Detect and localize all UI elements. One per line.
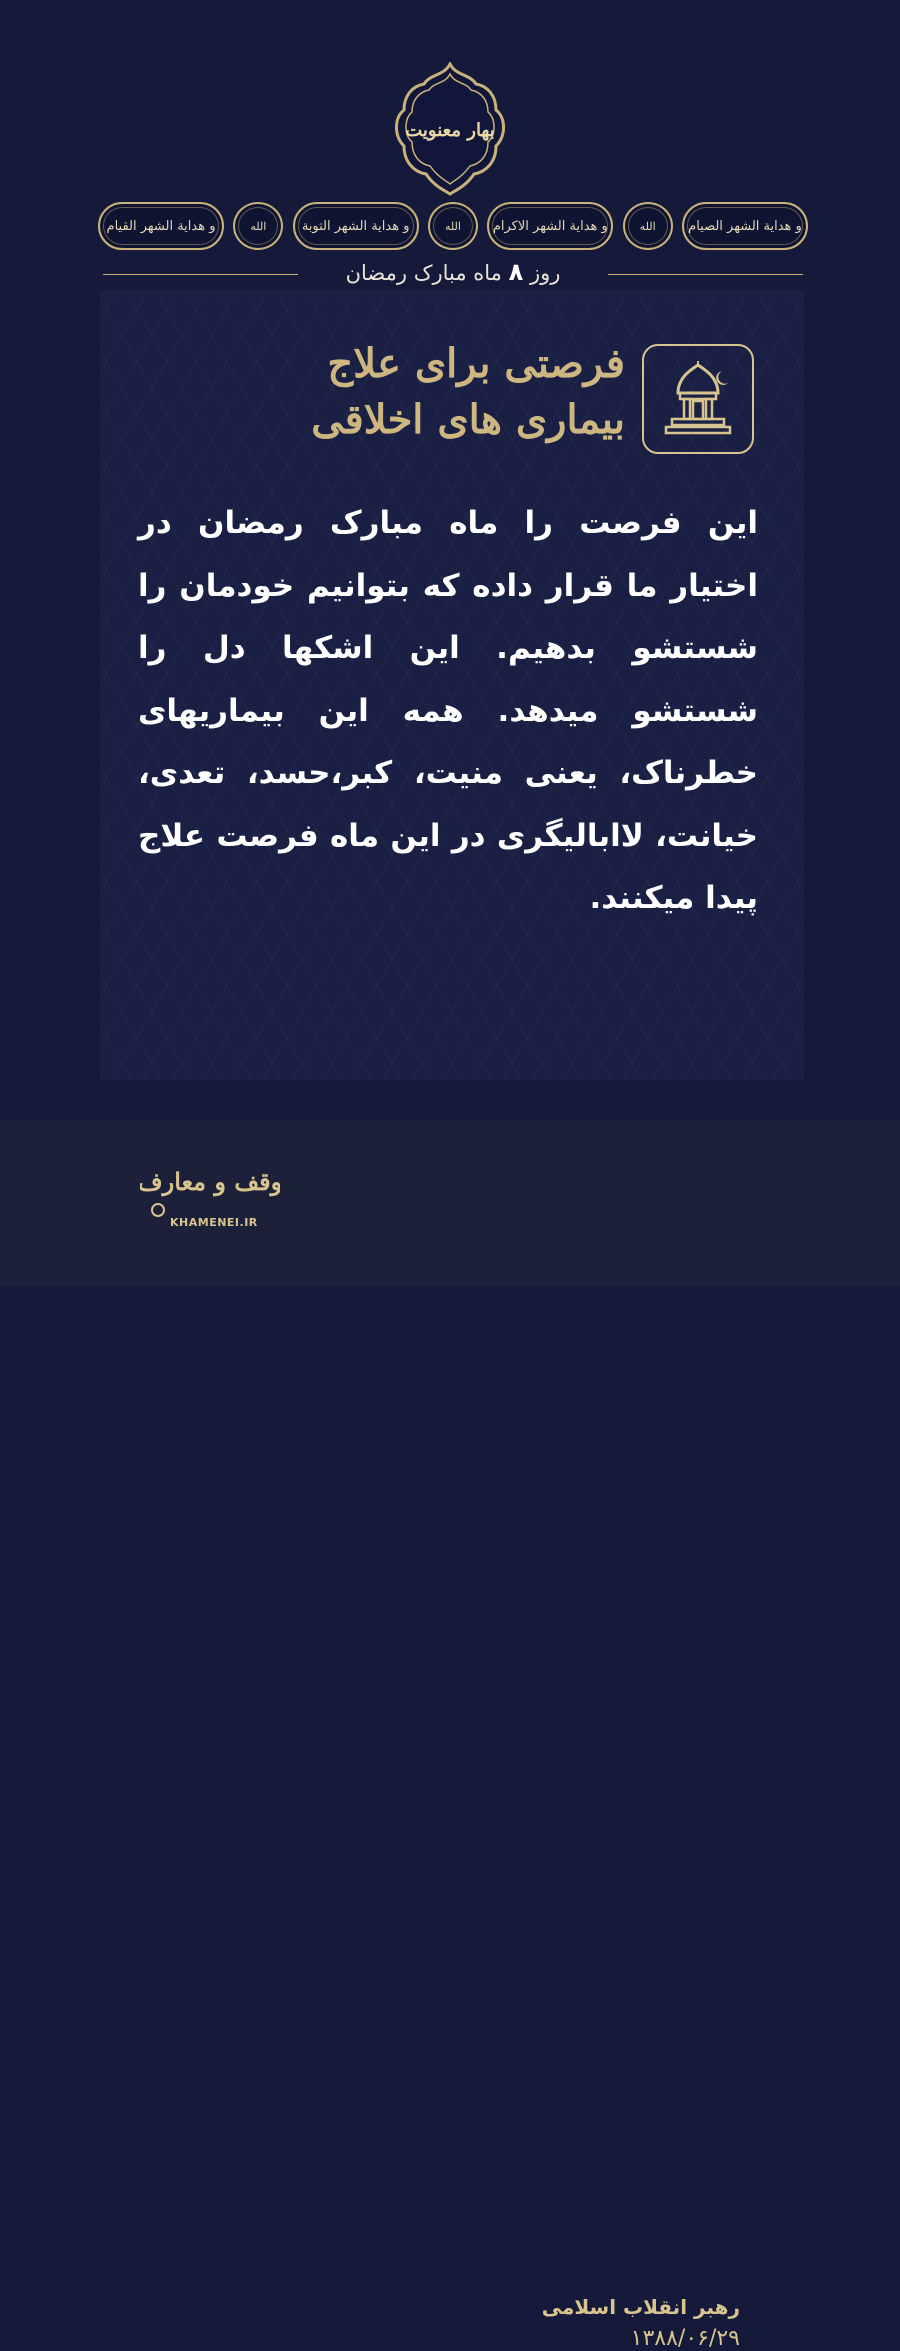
divider (608, 274, 803, 275)
quote-date: ۱۳۸۸/۰۶/۲۹ (630, 2326, 740, 2351)
day-label (313, 258, 593, 286)
khamenei-logo (140, 1142, 280, 1252)
day-suffix: ماه مبارک رمضان (345, 261, 502, 285)
medallion-row (98, 200, 808, 252)
medallion: و هدایة الشهر الصیام (682, 202, 808, 250)
medallion: و هدایة الشهر القیام (98, 202, 224, 250)
title-line-2: بیماری های اخلاقی (311, 396, 625, 443)
medallion: الله (428, 202, 478, 250)
divider (103, 274, 298, 275)
emblem-text: بهار معنویت (405, 120, 495, 141)
brand-calligraphy: وقف و معارف (140, 1167, 280, 1196)
shrine-icon (642, 344, 754, 454)
medallion: و هدایة الشهر الاکرام (487, 202, 613, 250)
bahar-manaviat-emblem (392, 62, 508, 196)
site-name: KHAMENEI.IR (170, 1216, 258, 1229)
speaker-role: رهبر انقلاب اسلامی (541, 2295, 740, 2319)
medallion: الله (233, 202, 283, 250)
day-number: ۸ (508, 258, 524, 286)
title-line-1: فرصتی برای علاج (327, 340, 625, 387)
medallion: الله (623, 202, 673, 250)
quote-title (250, 336, 625, 448)
medallion: و هدایة الشهر التوبة (293, 202, 419, 250)
quote-body: این فرصت را ماه مبارک رمضان در اختیار ما قرار داده که بتوانیم خودمان را شستشو بدهیم. این اشکها دل را شستشو میدهد. همه این بیماریهای خطرناک، یعنی منیت، کبر،حسد، تعدی، خیانت، لاابالیگری در این ماه فرصت علاج پیدا میکنند. (138, 505, 758, 916)
day-label-bar (103, 258, 803, 290)
day-prefix: روز (529, 261, 561, 285)
